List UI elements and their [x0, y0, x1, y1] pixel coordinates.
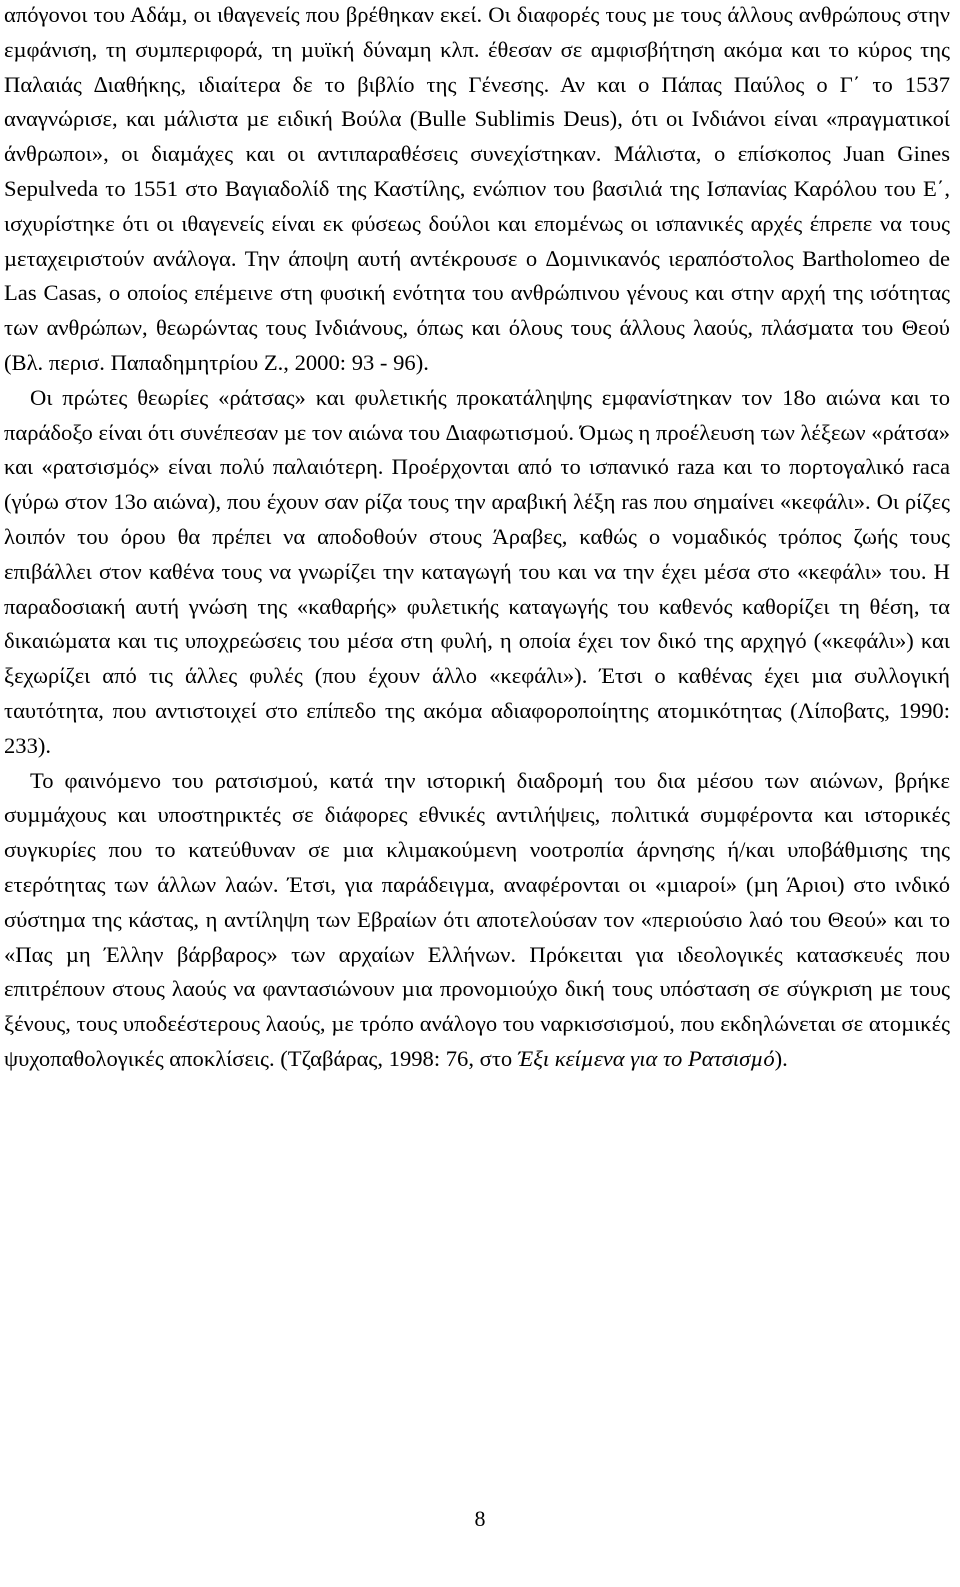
document-page [4, 0, 950, 1077]
book-title-italic: Έξι κείµενα για το Ρατσισµό [517, 1045, 775, 1071]
paragraph-3-closing: ). [774, 1045, 788, 1071]
paragraph-2-text: Οι πρώτες θεωρίες «ράτσας» και φυλετικής προκατάληψης εµφανίστηκαν τον 18ο αιώνα και το παράδοξο είναι ότι συνέπεσαν µε τον αιώνα του ∆ιαφωτισµού. Όµως η προέλευση των λέξεων «ράτσα» και «ρατσισµός» είναι πολύ παλαιότερη. Προέρχονται από το ισπανικό raza και το πορτογαλικό raca (γύρω στον 13ο αιώνα), που έχουν σαν ρίζα τους την αραβική λέξη ras που σηµαίνει «κεφάλι». Οι ρίζες λοιπόν του όρου θα πρέπει να αποδοθούν στους Άραβες, καθώς ο νοµαδικός τρόπος ζωής τους επιβάλλει στον καθένα τους να γνωρίζει την καταγωγή του και να την έχει µέσα στο «κεφάλι» του. Η παραδοσιακή αυτή γνώση της «καθαρής» φυλετικής καταγωγής του καθενός καθορίζει τη θέση, τα δικαιώµατα και τις υποχρεώσεις του µέσα στη φυλή, η οποία έχει τον δικό της αρχηγό («κεφάλι») και ξεχωρίζει από τις άλλες φυλές (που έχουν άλλο «κεφάλι»). Έτσι ο καθένας έχει µια συλλογική ταυτότητα, που αντιστοιχεί στο επίπεδο της ακόµα αδιαφοροποίητης ατοµικότητας (Λίποβατς, 1990: 233). [4, 384, 951, 758]
paragraph-3-text: Το φαινόµενο του ρατσισµού, κατά την ιστορική διαδροµή του δια µέσου των αιώνων, βρήκε συµµάχους και υποστηρικτές σε διάφορες εθνικές αντιλήψεις, πολιτικά συµφέροντα και ιστορικές συγκυρίες που το κατεύθυναν σε µια κλιµακούµενη νοοτροπία άρνησης ή/και υποβάθµισης της ετερότητας των άλλων λαών. Έτσι, για παράδειγµα, αναφέρονται οι «µιαροί» (µη Άριοι) στο ινδικό σύστηµα της κάστας, η αντίληψη των Εβραίων ότι αποτελούσαν τον «περιούσιο λαό του Θεού» και το «Πας µη Έλλην βάρβαρος» των αρχαίων Ελλήνων. Πρόκειται για ιδεολογικές κατασκευές που επιτρέπουν στους λαούς να φαντασιώνουν µια προνοµιούχο δική τους υπόσταση σε σύγκριση µε τους ξένους, τους υποδεέστερους λαούς, µε τρόπο ανάλογο του ναρκισσισµού, που εκδηλώνεται σε ατοµικές ψυχοπαθολογικές αποκλίσεις. (Τζαβάρας, 1998: 76, στο [4, 767, 950, 1071]
paragraph-1-text: απόγονοι του Αδάµ, οι ιθαγενείς που βρέθηκαν εκεί. Οι διαφορές τους µε τους άλλους ανθρώπους στην εµφάνιση, τη συµπεριφορά, τη µυϊκή δύναµη κλπ. έθεσαν σε αµφισβήτηση ακόµα και το κύρος της Παλαιάς ∆ιαθήκης, ιδιαίτερα δε το βιβλίο της Γένεσης. Αν και ο Πάπας Παύλος ο Γ΄ το 1537 αναγνώρισε, και µάλιστα µε ειδική Βούλα (Bulle Sublimis Deus), ότι οι Ινδιάνοι είναι «πραγµατικοί άνθρωποι», οι διαµάχες και οι αντιπαραθέσεις συνεχίστηκαν. Μάλιστα, ο επίσκοπος Juan Gines Sepulveda το 1551 στο Βαγιαδολίδ της Καστίλης, ενώπιον του βασιλιά της Ισπανίας Καρόλου του Ε΄, ισχυρίστηκε ότι οι ιθαγενείς είναι εκ φύσεως δούλοι και εποµένως οι ισπανικές αρχές έπρεπε να τους µεταχειριστούν ανάλογα. Την άποψη αυτή αντέκρουσε ο ∆οµινικανός ιεραπόστολος Bartholomeo de Las Casas, ο οποίος επέµεινε στη φυσική ενότητα του ανθρώπινου γένους και στην αρχή της ισότητας των ανθρώπων, θεωρώντας τους Ινδιάνους, όπως και όλους τους άλλους λαούς, πλάσµατα του Θεού (Βλ. περισ. Παπαδηµητρίου Ζ., 2000: 93 - 96). [4, 2, 950, 375]
paragraph-racism-phenomenon [4, 764, 950, 1077]
page-number: 8 [474, 1506, 486, 1531]
paragraph-continuation [4, 0, 950, 381]
paragraph-race-theories [4, 381, 950, 764]
